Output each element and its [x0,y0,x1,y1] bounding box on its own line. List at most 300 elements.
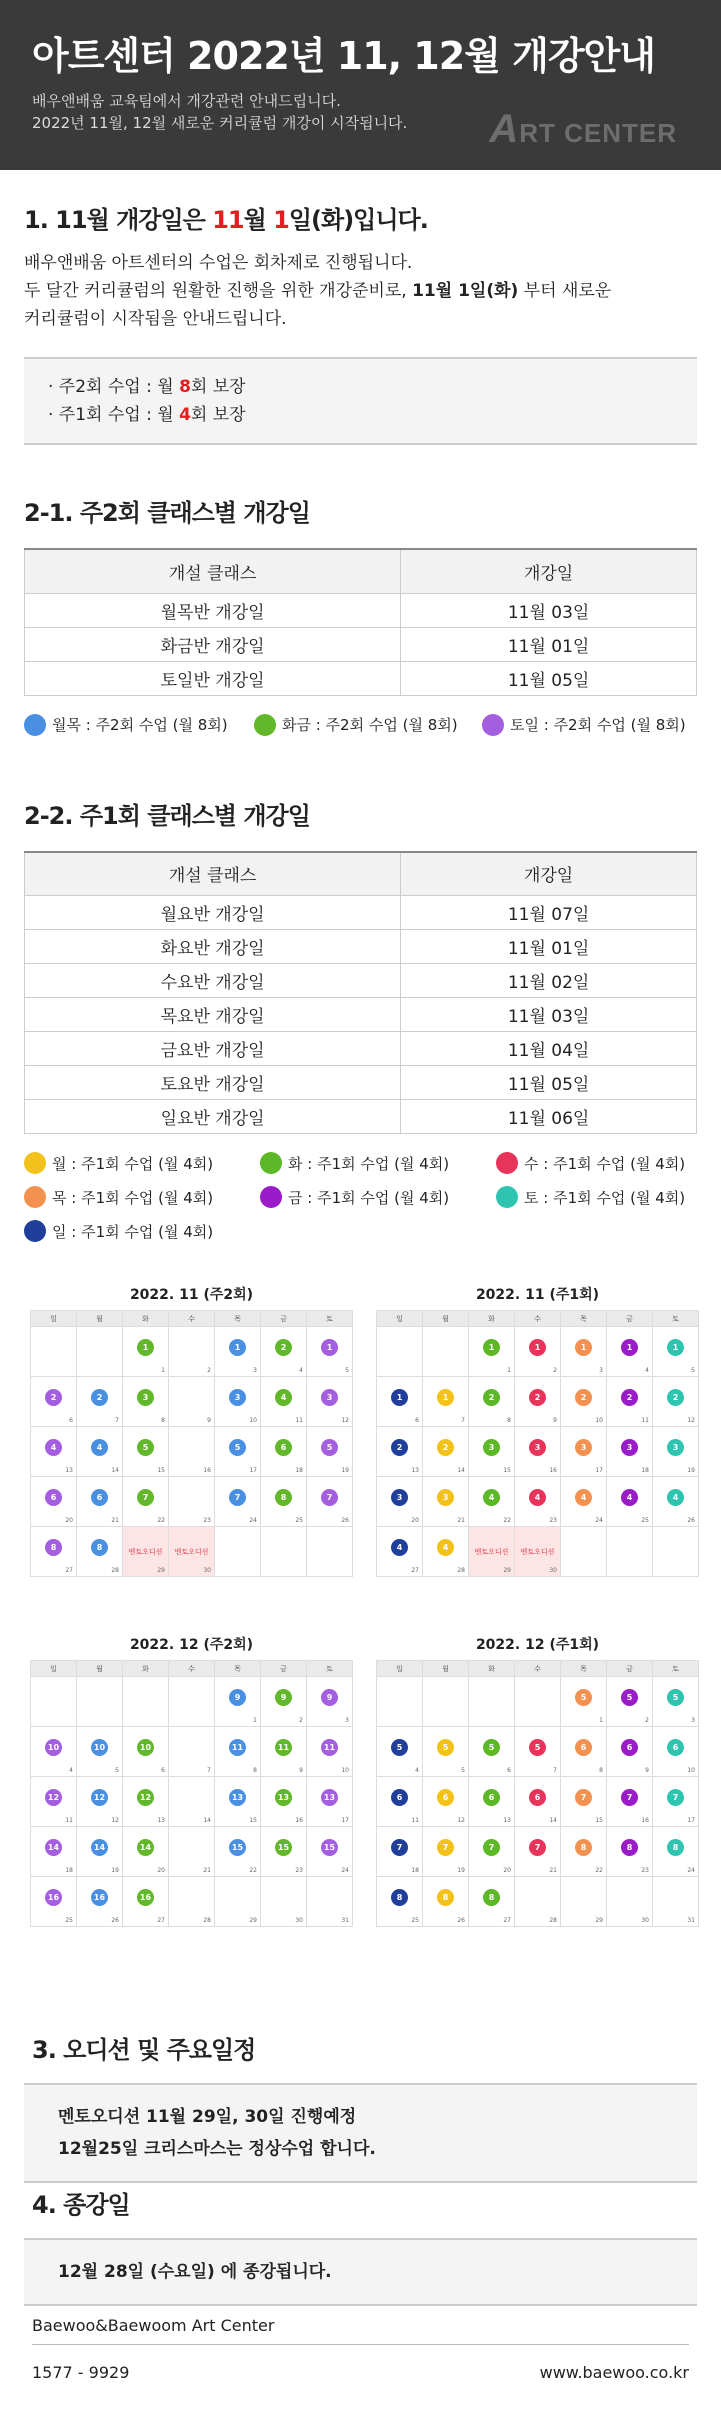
session-marker: 6 [621,1739,638,1756]
calendar-day-empty [561,1527,607,1577]
session-marker: 6 [667,1739,684,1756]
calendar-day [307,1427,353,1477]
weekday-header: 금 [261,1661,307,1677]
session-marker: 10 [91,1739,108,1756]
session-marker: 4 [45,1439,62,1456]
day-number: 20 [411,1517,419,1524]
calendar-day [307,1877,353,1927]
weekday-header: 토 [307,1661,353,1677]
calendar-day-empty [261,1527,307,1577]
day-number: 30 [203,1567,211,1574]
art-center-logo: ART CENTER [489,107,677,151]
table-row: 토요반 개강일 11월 05일 [25,1066,697,1100]
calendar-day-empty [169,1677,215,1727]
calendar-day [123,1727,169,1777]
day-number: 29 [157,1567,165,1574]
calendar-day [169,1827,215,1877]
calendar-dec-twice [30,1630,353,1927]
calendar-day [469,1877,515,1927]
session-marker: 4 [529,1489,546,1506]
session-marker: 12 [91,1789,108,1806]
weekday-header: 토 [307,1311,353,1327]
calendar-day [653,1477,699,1527]
calendar-day [123,1327,169,1377]
table-row: 일요반 개강일 11월 06일 [25,1100,697,1134]
day-number: 10 [595,1417,603,1424]
calendar-day [169,1377,215,1427]
calendar-dec-once [376,1630,699,1927]
calendar-day-empty [307,1527,353,1577]
session-marker: 6 [391,1789,408,1806]
day-number: 1 [599,1717,603,1724]
day-number: 24 [595,1517,603,1524]
weekday-header: 화 [469,1661,515,1677]
weekday-header: 목 [561,1661,607,1677]
session-marker: 11 [275,1739,292,1756]
table-row: 수요반 개강일 11월 02일 [25,964,697,998]
day-number: 24 [687,1867,695,1874]
day-number: 5 [345,1367,349,1374]
calendar-day [261,1477,307,1527]
calendar-day [561,1827,607,1877]
calendar-title: 2022. 11 (주2회) [129,1287,254,1303]
calendar-day [261,1677,307,1727]
calendar-day [653,1727,699,1777]
session-marker: 7 [137,1489,154,1506]
day-number: 2 [207,1367,211,1374]
footer-company-name: Baewoo&Baewoom Art Center [32,2316,275,2335]
day-number: 27 [65,1567,73,1574]
session-marker: 4 [483,1489,500,1506]
day-number: 15 [595,1817,603,1824]
calendar-day [169,1877,215,1927]
session-marker: 8 [45,1539,62,1556]
calendar-day-empty [423,1327,469,1377]
table-row: 화요반 개강일 11월 01일 [25,930,697,964]
header-subtitle-2: 2022년 11월, 12월 새로운 커리큘럼 개강이 시작됩니다. [32,114,408,132]
calendar-day [169,1777,215,1827]
section-opening-date [0,200,721,333]
calendar-day [215,1727,261,1777]
calendar-day [653,1677,699,1727]
day-number: 14 [549,1817,557,1824]
day-number: 16 [203,1467,211,1474]
calendar-day [169,1427,215,1477]
calendar-day [423,1377,469,1427]
calendar-day [561,1777,607,1827]
session-marker: 4 [437,1539,454,1556]
calendar-day [31,1377,77,1427]
calendar-day [307,1727,353,1777]
calendar-day [607,1827,653,1877]
day-number: 30 [295,1917,303,1924]
calendar-day [215,1677,261,1727]
session-marker: 2 [391,1439,408,1456]
session-marker: 16 [137,1889,154,1906]
calendar-day [377,1877,423,1927]
session-marker: 7 [391,1839,408,1856]
session-marker: 12 [45,1789,62,1806]
session-marker: 11 [321,1739,338,1756]
session-marker: 5 [137,1439,154,1456]
weekday-header: 금 [607,1311,653,1327]
calendar-day [469,1477,515,1527]
header-banner [0,0,721,170]
weekday-header: 화 [469,1311,515,1327]
day-number: 14 [203,1817,211,1824]
calendar-day-empty [31,1327,77,1377]
day-number: 13 [65,1467,73,1474]
day-number: 16 [549,1467,557,1474]
day-number: 1 [507,1367,511,1374]
calendar-day [423,1827,469,1877]
violet-dot-icon [260,1186,282,1208]
session-marker: 3 [667,1439,684,1456]
teal-dot-icon [496,1186,518,1208]
calendar-day-empty [515,1677,561,1727]
calendar-day [607,1477,653,1527]
day-number: 17 [595,1467,603,1474]
legend-item: 월목 : 주2회 수업 (월 8회) [24,714,254,736]
session-marker: 13 [275,1789,292,1806]
calendar-day [31,1827,77,1877]
table-row: 월목반 개강일 11월 03일 [25,593,697,627]
session-marker: 4 [575,1489,592,1506]
calendar-day [653,1877,699,1927]
column-header-date: 개강일 [401,549,697,593]
day-number: 2 [299,1717,303,1724]
column-header-class: 개설 클래스 [25,549,401,593]
calendar-day [377,1777,423,1827]
calendar-day [653,1327,699,1377]
weekday-header: 수 [515,1311,561,1327]
legend-item: 금 : 주1회 수업 (월 4회) [260,1186,496,1208]
day-number: 25 [411,1917,419,1924]
calendar-day-empty [77,1677,123,1727]
day-number: 19 [111,1867,119,1874]
legend-item: 수 : 주1회 수업 (월 4회) [496,1152,685,1174]
session-marker: 1 [483,1339,500,1356]
calendar-day [307,1777,353,1827]
day-number: 21 [111,1517,119,1524]
session-marker: 5 [437,1739,454,1756]
calendar-day [31,1427,77,1477]
session-marker: 2 [275,1339,292,1356]
day-number: 23 [203,1517,211,1524]
christmas-note: 12월25일 크리스마스는 정상수업 합니다. [58,2139,376,2159]
calendar-day [31,1727,77,1777]
session-marker: 9 [275,1689,292,1706]
day-number: 18 [641,1467,649,1474]
day-number: 13 [157,1817,165,1824]
day-number: 4 [415,1767,419,1774]
column-header-date: 개강일 [401,852,697,896]
table-row: 금요반 개강일 11월 04일 [25,1032,697,1066]
day-number: 22 [595,1867,603,1874]
yellow-dot-icon [24,1152,46,1174]
day-number: 23 [641,1867,649,1874]
day-number: 8 [599,1767,603,1774]
guarantee-twice-weekly: · 주2회 수업 : 월 8회 보장 [48,377,246,397]
session-marker: 1 [575,1339,592,1356]
day-number: 7 [553,1767,557,1774]
calendar-day [31,1527,77,1577]
day-number: 24 [249,1517,257,1524]
session-marker: 6 [529,1789,546,1806]
header-subtitle-1: 배우앤배움 교육팀에서 개강관련 안내드립니다. [32,92,341,110]
day-number: 11 [295,1417,303,1424]
calendar-day [377,1527,423,1577]
session-marker: 13 [229,1789,246,1806]
day-number: 24 [341,1867,349,1874]
session-marker: 8 [667,1839,684,1856]
session-marker: 3 [137,1389,154,1406]
day-number: 11 [641,1417,649,1424]
green-dot-icon [254,714,276,736]
calendar-day [469,1827,515,1877]
legend-item: 일 : 주1회 수업 (월 4회) [24,1220,260,1242]
day-number: 2 [645,1717,649,1724]
calendar-day [607,1327,653,1377]
calendar-grid [30,1660,353,1927]
calendar-day [77,1477,123,1527]
session-marker: 8 [275,1489,292,1506]
day-number: 9 [207,1417,211,1424]
calendar-day [515,1527,561,1577]
day-number: 12 [111,1817,119,1824]
calendar-day [307,1327,353,1377]
day-number: 15 [157,1467,165,1474]
calendar-day [31,1777,77,1827]
weekday-header: 월 [77,1661,123,1677]
guarantee-once-weekly: · 주1회 수업 : 월 4회 보장 [48,405,246,425]
calendar-day [123,1377,169,1427]
calendar-day [169,1727,215,1777]
session-marker: 4 [91,1439,108,1456]
day-number: 31 [687,1917,695,1924]
calendar-day [307,1827,353,1877]
calendar-day [469,1777,515,1827]
weekday-header: 토 [653,1661,699,1677]
day-number: 19 [457,1867,465,1874]
calendar-day-empty [377,1677,423,1727]
day-number: 18 [295,1467,303,1474]
calendar-day [77,1427,123,1477]
day-number: 10 [249,1417,257,1424]
calendar-day [469,1527,515,1577]
day-number: 18 [411,1867,419,1874]
day-number: 22 [157,1517,165,1524]
session-marker: 1 [667,1339,684,1356]
footer-website-link[interactable]: www.baewoo.co.kr [539,2363,689,2382]
blue-dot-icon [24,714,46,736]
weekday-header: 금 [607,1661,653,1677]
session-marker: 5 [621,1689,638,1706]
calendar-day [169,1477,215,1527]
calendar-day [123,1827,169,1877]
calendar-day [123,1527,169,1577]
calendar-day [215,1327,261,1377]
session-marker: 2 [45,1389,62,1406]
calendar-day [515,1327,561,1377]
day-number: 10 [687,1767,695,1774]
day-number: 13 [411,1467,419,1474]
calendar-day [307,1377,353,1427]
day-number: 16 [295,1817,303,1824]
intro-line-1: 배우앤배움 아트센터의 수업은 회차제로 진행됩니다. [24,253,413,273]
session-marker: 2 [621,1389,638,1406]
calendar-day [515,1877,561,1927]
footer [0,2308,721,2401]
purple-dot-icon [482,714,504,736]
day-number: 22 [249,1867,257,1874]
session-marker: 3 [483,1439,500,1456]
calendar-title: 2022. 12 (주2회) [129,1637,254,1653]
legend-item: 화 : 주1회 수업 (월 4회) [260,1152,496,1174]
section-once-weekly [0,796,721,1255]
day-number: 3 [599,1367,603,1374]
session-marker: 8 [621,1839,638,1856]
weekday-header: 수 [169,1661,215,1677]
session-marker: 1 [529,1339,546,1356]
day-number: 28 [203,1917,211,1924]
day-number: 11 [411,1817,419,1824]
calendar-day [77,1777,123,1827]
weekday-header: 목 [561,1311,607,1327]
navy-dot-icon [24,1220,46,1242]
calendar-day [469,1327,515,1377]
calendar-day [653,1827,699,1877]
calendar-day-empty [377,1327,423,1377]
guarantee-box [24,357,697,445]
session-marker: 5 [575,1689,592,1706]
audition-event: 멘토오디션 [474,1548,509,1556]
calendar-day-empty [31,1677,77,1727]
calendar-day [423,1527,469,1577]
intro-line-2: 두 달간 커리큘럼의 원활한 진행을 위한 개강준비로, 11월 1일(화) 부터 새로운 [24,281,612,301]
day-number: 5 [461,1767,465,1774]
session-marker: 6 [45,1489,62,1506]
session-marker: 10 [45,1739,62,1756]
calendar-day [561,1477,607,1527]
weekday-header: 일 [31,1311,77,1327]
weekday-header: 월 [77,1311,123,1327]
calendar-day [31,1477,77,1527]
calendar-day [607,1677,653,1727]
day-number: 30 [641,1917,649,1924]
day-number: 30 [549,1567,557,1574]
session-marker: 1 [321,1339,338,1356]
calendar-day [261,1727,307,1777]
day-number: 27 [503,1917,511,1924]
calendar-grid [376,1310,699,1577]
day-number: 3 [253,1367,257,1374]
day-number: 26 [111,1917,119,1924]
calendar-day-empty [469,1677,515,1727]
calendar-day [77,1377,123,1427]
day-number: 29 [595,1917,603,1924]
day-number: 28 [111,1567,119,1574]
calendar-day [515,1377,561,1427]
session-marker: 7 [321,1489,338,1506]
session-marker: 2 [91,1389,108,1406]
session-marker: 5 [229,1439,246,1456]
weekday-header: 일 [377,1311,423,1327]
session-marker: 8 [91,1539,108,1556]
session-marker: 5 [529,1739,546,1756]
session-marker: 15 [229,1839,246,1856]
calendar-day [561,1877,607,1927]
session-marker: 13 [321,1789,338,1806]
day-number: 27 [157,1917,165,1924]
session-marker: 5 [391,1739,408,1756]
day-number: 1 [253,1717,257,1724]
session-marker: 2 [529,1389,546,1406]
session-marker: 15 [321,1839,338,1856]
day-number: 14 [457,1467,465,1474]
session-marker: 4 [391,1539,408,1556]
session-marker: 5 [321,1439,338,1456]
day-number: 5 [115,1767,119,1774]
page-title: 아트센터 2022년 11, 12월 개강안내 [32,34,655,78]
day-number: 26 [341,1517,349,1524]
legend-item: 토 : 주1회 수업 (월 4회) [496,1186,685,1208]
weekday-header: 수 [169,1311,215,1327]
section-2-1-title: 2-1. 주2회 클래스별 개강일 [24,499,310,527]
closing-box [24,2238,697,2306]
red-dot-icon [496,1152,518,1174]
weekday-header: 토 [653,1311,699,1327]
calendar-day [469,1427,515,1477]
day-number: 6 [161,1767,165,1774]
calendar-day [169,1327,215,1377]
section-3-title: 3. 오디션 및 주요일정 [32,2036,256,2064]
day-number: 25 [641,1517,649,1524]
session-marker: 1 [229,1339,246,1356]
calendar-grid [30,1310,353,1577]
calendar-day [261,1827,307,1877]
audition-note: 멘토오디션 11월 29일, 30일 진행예정 [58,2107,357,2127]
day-number: 20 [503,1867,511,1874]
calendar-day [77,1827,123,1877]
session-marker: 6 [91,1489,108,1506]
day-number: 8 [507,1417,511,1424]
calendar-day [123,1777,169,1827]
calendar-day [423,1777,469,1827]
day-number: 2 [553,1367,557,1374]
audition-event: 멘토오디션 [128,1548,163,1556]
table-row: 화금반 개강일 11월 01일 [25,627,697,661]
day-number: 20 [65,1517,73,1524]
table-row: 월요반 개강일 11월 07일 [25,896,697,930]
day-number: 9 [299,1767,303,1774]
calendar-day [653,1427,699,1477]
legend-item: 화금 : 주2회 수업 (월 8회) [254,714,482,736]
session-marker: 6 [575,1739,592,1756]
session-marker: 2 [437,1439,454,1456]
session-marker: 3 [229,1389,246,1406]
day-number: 21 [549,1867,557,1874]
calendar-day [515,1777,561,1827]
calendar-day [261,1327,307,1377]
session-marker: 9 [229,1689,246,1706]
session-marker: 2 [575,1389,592,1406]
section-4-title: 4. 종강일 [32,2191,130,2219]
session-marker: 7 [483,1839,500,1856]
calendar-day [423,1727,469,1777]
calendar-day [423,1427,469,1477]
calendar-day [653,1777,699,1827]
